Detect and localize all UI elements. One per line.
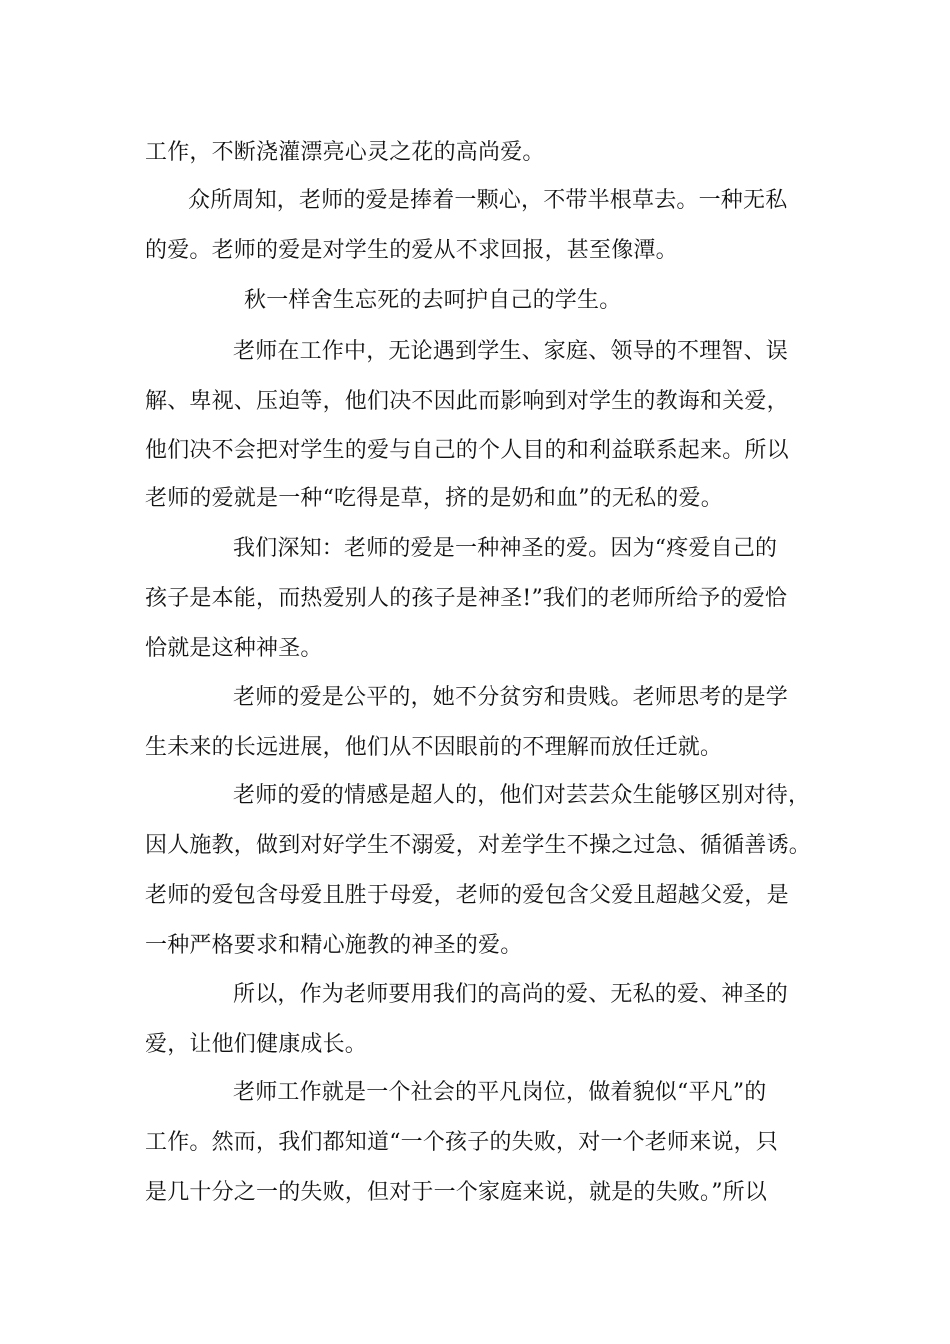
- text-line: 工作，不断浇灌漂亮心灵之花的高尚爱。: [145, 140, 545, 165]
- text-line: 的爱。老师的爱是对学生的爱从不求回报，甚至像潭。: [145, 238, 678, 263]
- text-line: 众所周知，老师的爱是捧着一颗心，不带半根草去。一种无私: [188, 188, 788, 213]
- text-line: 我们深知：老师的爱是一种神圣的爱。因为“疼爱自己的: [233, 536, 778, 561]
- text-line: 他们决不会把对学生的爱与自己的个人目的和利益联系起来。所以: [145, 438, 789, 463]
- text-line: 老师的爱的情感是超人的，他们对芸芸众生能够区别对待，: [233, 783, 811, 808]
- text-line: 解、卑视、压迫等，他们决不因此而影响到对学生的教诲和关爱，: [145, 389, 789, 414]
- text-line: 是几十分之一的失败，但对于一个家庭来说，就是的失败。”所以: [145, 1180, 768, 1205]
- text-line: 老师的爱包含母爱且胜于母爱，老师的爱包含父爱且超越父爱，是: [145, 883, 789, 908]
- text-line: 一种严格要求和精心施教的神圣的爱。: [145, 933, 523, 958]
- text-line: 爱，让他们健康成长。: [145, 1032, 368, 1057]
- text-line: 恰就是这种神圣。: [145, 636, 323, 661]
- text-line: 所以，作为老师要用我们的高尚的爱、无私的爱、神圣的: [233, 982, 789, 1007]
- text-line: 工作。然而，我们都知道“一个孩子的失败，对一个老师来说，只: [145, 1130, 779, 1155]
- text-line: 老师的爱是公平的，她不分贫穷和贵贱。老师思考的是学: [233, 685, 789, 710]
- text-line: 老师在工作中，无论遇到学生、家庭、领导的不理智、误: [233, 339, 789, 364]
- text-line: 因人施教，做到对好学生不溺爱，对差学生不操之过急、循循善诱。: [145, 833, 812, 858]
- text-line: 生未来的长远进展，他们从不因眼前的不理解而放任迁就。: [145, 735, 723, 760]
- text-line: 秋一样舍生忘死的去呵护自己的学生。: [244, 288, 622, 313]
- text-line: 老师的爱就是一种“吃得是草，挤的是奶和血”的无私的爱。: [145, 486, 723, 511]
- text-line: 老师工作就是一个社会的平凡岗位，做着貌似“平凡”的: [233, 1080, 767, 1105]
- text-line: 孩子是本能，而热爱别人的孩子是神圣!”我们的老师所给予的爱恰: [145, 586, 788, 611]
